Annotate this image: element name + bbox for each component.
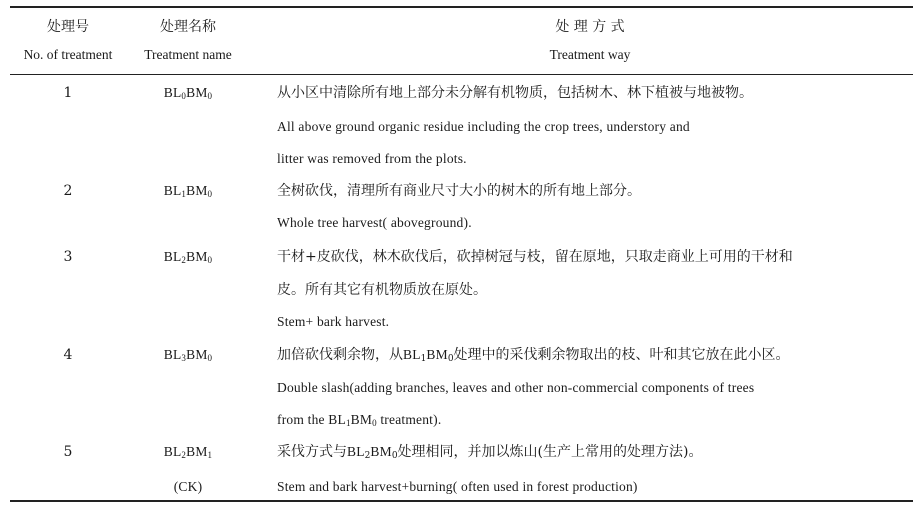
header-no-cn: 处理号 <box>47 19 89 35</box>
header-way-en: Treatment way <box>549 47 631 62</box>
row-2-way-cn: 全树砍伐，清理所有商业尺寸大小的树木的所有地上部分。 <box>277 183 641 199</box>
row-4-no: 4 <box>63 347 73 363</box>
row-3-way-cn-line1: 干材+皮砍伐，林木砍伐后，砍掉树冠与枝，留在原地，只取走商业上可用的干材和 <box>277 249 793 265</box>
row-4-name: $BL_3BM_0$ <box>163 347 213 363</box>
row-1-way-cn: 从小区中清除所有地上部分未分解有机物质，包括树木、林下植被与地被物。 <box>277 85 753 101</box>
row-4-way-cn: 加倍砍伐剩余物，从$BL_1BM_0$处理中的采伐剩余物取出的枝、叶和其它放在此小区。 <box>277 347 790 364</box>
row-1-way-en-line2: litter was removed from the plots. <box>277 151 467 166</box>
row-3-way-cn-line2: 皮。所有其它有机物质放在原处。 <box>277 282 487 298</box>
row-5-ck-label: (CK) <box>173 479 203 494</box>
row-1-way-en-line1: All above ground organic residue including the crop trees, understory and <box>277 119 690 134</box>
header-way-cn: 处 理 方 式 <box>555 19 625 35</box>
row-1-name: $BL_0BM_0$ <box>163 85 213 101</box>
row-3-name: $BL_2BM_0$ <box>163 249 213 265</box>
row-4-way-en-line2: from the $BL_1BM_0$ treatment). <box>277 412 442 428</box>
row-2-way-en: Whole tree harvest( aboveground). <box>277 215 472 230</box>
row-5-way-en: Stem and bark harvest+burning( often used in forest production) <box>277 479 638 494</box>
header-no-en: No. of treatment <box>23 47 113 62</box>
row-1-no: 1 <box>63 85 73 101</box>
row-3-way-en: Stem+ bark harvest. <box>277 314 390 329</box>
table-top-rule <box>10 6 913 8</box>
row-4-way-en-line1: Double slash(adding branches, leaves and other non-commercial components of trees <box>277 380 755 395</box>
row-5-no: 5 <box>63 444 73 460</box>
header-name-cn: 处理名称 <box>160 19 216 35</box>
row-2-no: 2 <box>63 183 73 199</box>
header-bottom-rule <box>10 74 913 75</box>
row-5-way-cn: 采伐方式与$BL_2BM_0$处理相同，并加以炼山(生产上常用的处理方法)。 <box>277 444 703 461</box>
row-3-no: 3 <box>63 249 73 265</box>
header-name-en: Treatment name <box>144 47 232 62</box>
row-5-name: $BL_2BM_1$ <box>163 444 213 460</box>
table-bottom-rule <box>10 500 913 502</box>
row-2-name: $BL_1BM_0$ <box>163 183 213 199</box>
